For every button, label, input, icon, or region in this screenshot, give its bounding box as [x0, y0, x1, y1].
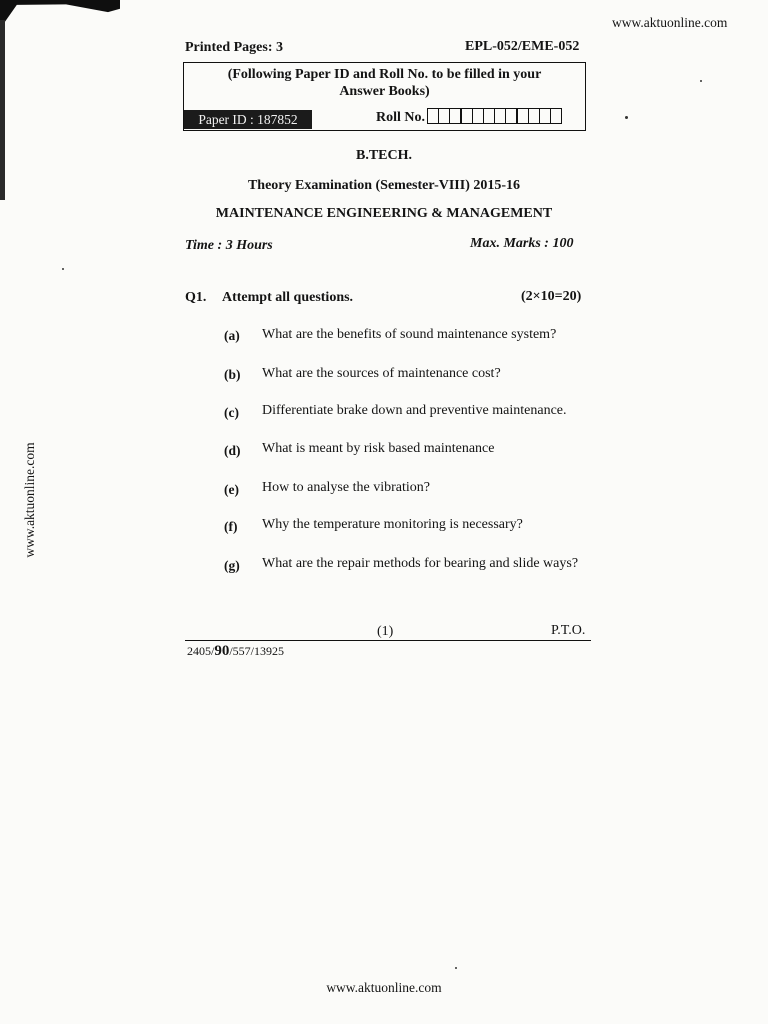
pto-label: P.T.O.	[551, 623, 586, 638]
question-marks: (2×10=20)	[521, 289, 582, 304]
part-text: Differentiate brake down and preventive maintenance.	[262, 403, 567, 418]
part-text: Why the temperature monitoring is necessary?	[262, 517, 523, 532]
part-label: (f)	[224, 519, 238, 534]
scan-speck	[700, 80, 702, 82]
question-instruction: Attempt all questions.	[222, 290, 354, 305]
part-label: (e)	[224, 482, 239, 497]
watermark-side: www.aktuonline.com	[22, 442, 37, 558]
question-number: Q1.	[185, 290, 207, 305]
scan-speck	[455, 967, 457, 969]
part-text: How to analyse the vibration?	[262, 480, 430, 495]
part-label: (c)	[224, 405, 239, 420]
serial-suffix: /557/13925	[229, 644, 285, 658]
paper-id-label: Paper ID : 187852	[184, 110, 312, 129]
paper-serial-code	[187, 643, 284, 660]
scan-speck	[625, 116, 628, 119]
roll-no-cells	[428, 108, 562, 124]
exam-title: Theory Examination (Semester-VIII) 2015-16	[247, 178, 521, 193]
box-instruction-line2: Answer Books)	[339, 84, 430, 99]
box-instruction-line1: (Following Paper ID and Roll No. to be filled in your	[227, 67, 542, 82]
paper-code: EPL-052/EME-052	[465, 39, 580, 54]
footer-rule	[185, 640, 591, 641]
part-text: What is meant by risk based maintenance	[262, 441, 495, 456]
scan-edge-shadow	[0, 20, 5, 200]
scan-speck	[62, 268, 64, 270]
part-text: What are the sources of maintenance cost?	[262, 366, 501, 381]
part-label: (d)	[224, 443, 241, 458]
part-label: (g)	[224, 558, 240, 573]
serial-bold: 90	[214, 643, 230, 659]
roll-no-cell	[550, 108, 563, 124]
part-text: What are the repair methods for bearing and slide ways?	[262, 556, 579, 571]
watermark-top: www.aktuonline.com	[612, 15, 728, 30]
printed-pages: Printed Pages: 3	[185, 40, 283, 55]
part-label: (b)	[224, 367, 241, 382]
box-instruction	[183, 66, 586, 100]
page-number: (1)	[377, 624, 394, 639]
subject-title: MAINTENANCE ENGINEERING & MANAGEMENT	[215, 206, 553, 221]
scan-corner-mark	[0, 0, 120, 22]
part-label: (a)	[224, 328, 240, 343]
roll-no-label: Roll No.	[376, 110, 425, 125]
max-marks: Max. Marks : 100	[470, 236, 574, 251]
watermark-bottom: www.aktuonline.com	[326, 980, 442, 995]
serial-prefix: 2405/	[187, 644, 215, 658]
part-text: What are the benefits of sound maintenance system?	[262, 327, 557, 342]
time-allowed: Time : 3 Hours	[185, 238, 273, 253]
degree-title: B.TECH.	[355, 148, 412, 163]
